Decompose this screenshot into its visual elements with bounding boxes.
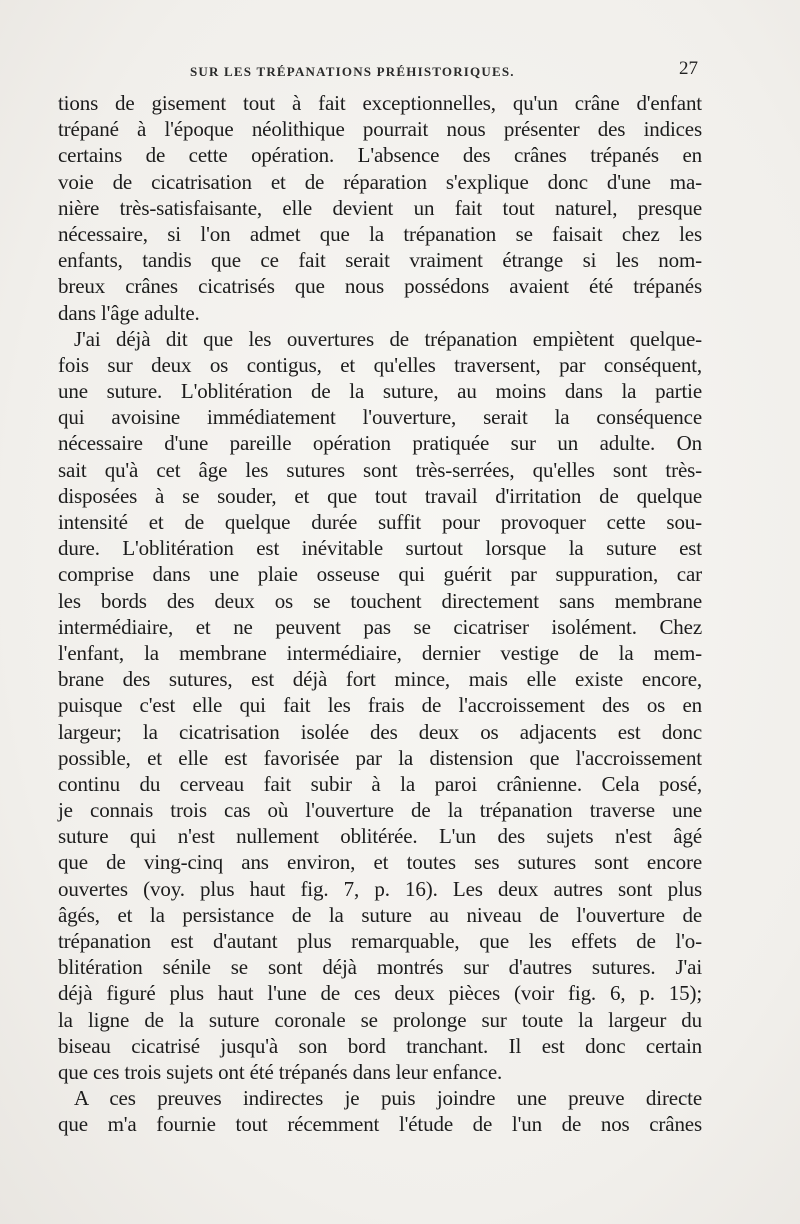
text-line: J'ai déjà dit que les ouvertures de trépanation empiètent quelque- — [74, 326, 702, 351]
text-line: la ligne de la suture coronale se prolonge sur toute la largeur du — [58, 1007, 702, 1032]
page-number: 27 — [679, 58, 698, 79]
text-line: intensité et de quelque durée suffit pour provoquer cette sou- — [58, 510, 702, 534]
body-text — [58, 90, 702, 1138]
text-line: nière très-satisfaisante, elle devient un fait tout naturel, presque — [58, 195, 702, 220]
text-line: que de ving-cinq ans environ, et toutes ses sutures sont encore — [58, 850, 702, 875]
text-line: trépané à l'époque néolithique pourrait nous présenter des indices — [58, 117, 702, 142]
text-line: déjà figuré plus haut l'une de ces deux pièces (voir fig. 6, p. 15); — [58, 981, 702, 1006]
text-line: brane des sutures, est déjà fort mince, mais elle existe encore, — [58, 667, 702, 692]
text-line: l'enfant, la membrane intermédiaire, dernier vestige de la mem- — [58, 640, 702, 665]
text-line: que ces trois sujets ont été trépanés dans leur enfance. — [58, 1059, 503, 1084]
text-line: je connais trois cas où l'ouverture de la trépanation traverse une — [58, 798, 702, 823]
text-line: une suture. L'oblitération de la suture, au moins dans la partie — [58, 379, 702, 404]
text-line: sait qu'à cet âge les sutures sont très-serrées, qu'elles sont très- — [58, 457, 702, 482]
text-line: dans l'âge adulte. — [58, 300, 200, 325]
text-line: nécessaire, si l'on admet que la trépanation se faisait chez les — [58, 221, 702, 246]
text-line: qui avoisine immédiatement l'ouverture, serait la conséquence — [58, 405, 702, 430]
text-line: largeur; la cicatrisation isolée des deux os adjacents est donc — [58, 719, 702, 744]
text-line: tions de gisement tout à fait exceptionnelles, qu'un crâne d'enfant — [58, 91, 702, 115]
text-line: les bords des deux os se touchent directement sans membrane — [58, 588, 702, 613]
text-line: ouvertes (voy. plus haut fig. 7, p. 16). Les deux autres sont plus — [58, 876, 702, 901]
text-line: intermédiaire, et ne peuvent pas se cicatriser isolément. Chez — [58, 614, 702, 639]
text-line: possible, et elle est favorisée par la distension que l'accroissement — [58, 745, 702, 770]
text-line: breux crânes cicatrisés que nous possédons avaient été trépanés — [58, 274, 702, 299]
text-line: enfants, tandis que ce fait serait vraiment étrange si les nom- — [58, 248, 702, 273]
text-line: puisque c'est elle qui fait les frais de l'accroissement des os en — [58, 693, 702, 718]
text-line: fois sur deux os contigus, et qu'elles traversent, par conséquent, — [58, 352, 702, 377]
text-line: A ces preuves indirectes je puis joindre une preuve directe — [74, 1086, 702, 1111]
text-line: comprise dans une plaie osseuse qui guérit par suppuration, car — [58, 562, 702, 587]
text-line: trépanation est d'autant plus remarquable, que les effets de l'o- — [58, 929, 702, 953]
text-line: certains de cette opération. L'absence des crânes trépanés en — [58, 143, 702, 168]
text-line: continu du cerveau fait subir à la paroi crânienne. Cela posé, — [58, 771, 702, 796]
text-line: suture qui n'est nullement oblitérée. L'un des sujets n'est âgé — [58, 824, 702, 849]
page-header — [60, 58, 700, 84]
text-line: nécessaire d'une pareille opération pratiquée sur un adulte. On — [58, 431, 702, 456]
text-line: blitération sénile se sont déjà montrés sur d'autres sutures. J'ai — [58, 955, 702, 980]
text-line: âgés, et la persistance de la suture au niveau de l'ouverture de — [58, 902, 702, 927]
text-line: biseau cicatrisé jusqu'à son bord tranchant. Il est donc certain — [58, 1033, 702, 1058]
running-title: SUR LES TRÉPANATIONS PRÉHISTORIQUES. — [190, 64, 515, 79]
text-line: dure. L'oblitération est inévitable surtout lorsque la suture est — [58, 536, 702, 561]
text-line: que m'a fournie tout récemment l'étude de l'un de nos crânes — [58, 1112, 702, 1137]
text-line: disposées à se souder, et que tout travail d'irritation de quelque — [58, 483, 702, 508]
text-line: voie de cicatrisation et de réparation s'explique donc d'une ma- — [58, 169, 702, 194]
